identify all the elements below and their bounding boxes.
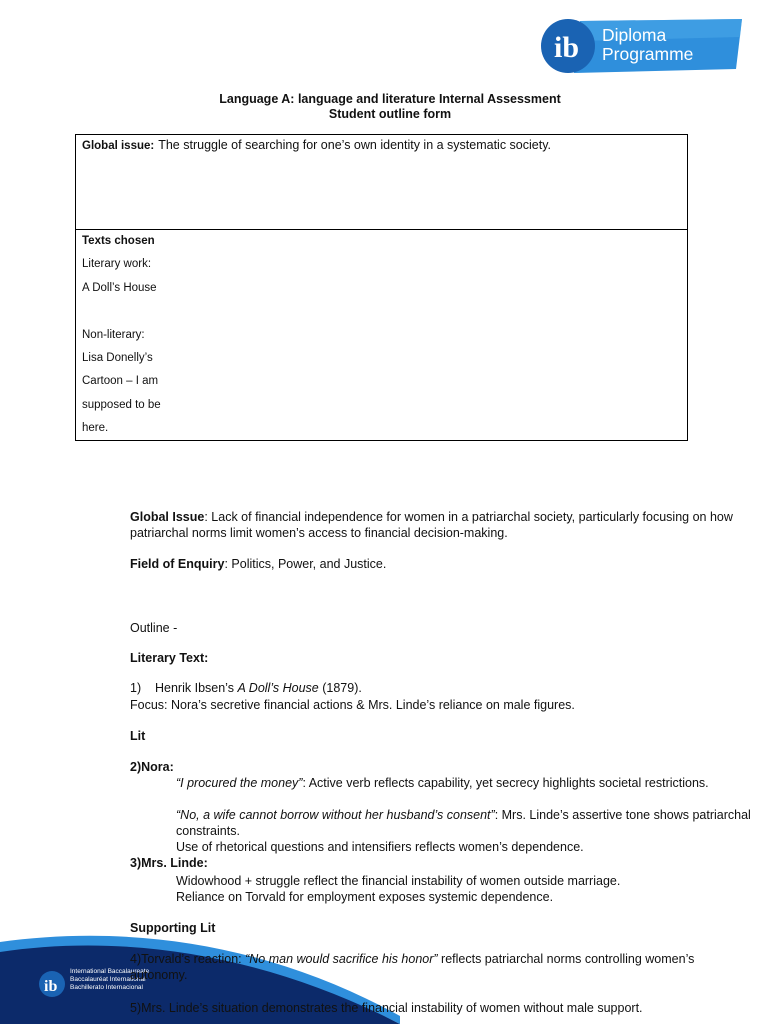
footer-line-3: Bachillerato Internacional <box>70 984 143 991</box>
texts-line: Cartoon – I am <box>82 375 159 388</box>
texts-line: Literary work: <box>82 258 152 271</box>
lit-heading: Lit <box>130 729 146 743</box>
footer-line-2: Baccalauréat International <box>70 976 146 983</box>
nora-point-1-text: : Active verb reflects capability, yet secrecy highlights societal restrictions. <box>302 776 709 790</box>
item-1-title: A Doll’s House <box>237 681 319 695</box>
global-issue-label: Global issue: <box>82 140 155 152</box>
global-issue-heading: Global Issue <box>130 510 205 524</box>
texts-line: A Doll’s House <box>82 281 157 294</box>
nora-point-3: Use of rhetorical questions and intensifiers reflects women’s dependence. <box>176 840 584 854</box>
texts-chosen-cell <box>76 230 687 440</box>
logo-line1: Diploma <box>602 25 667 45</box>
focus-line: Focus: Nora’s secretive financial actions & Mrs. Linde’s reliance on male figures. <box>130 698 575 712</box>
outline-label: Outline - <box>130 621 178 635</box>
global-issue-value: The struggle of searching for one’s own identity in a systematic society. <box>158 138 552 152</box>
field-paragraph <box>130 556 750 572</box>
texts-line: supposed to be <box>82 398 161 411</box>
linde-point-1: Widowhood + struggle reflect the financial instability of women outside marriage. <box>176 874 621 888</box>
global-issue-text: : Lack of financial independence for women in a patriarchal society, particularly focusing on how patriarchal norms limit women’s access to financial decision-making. <box>130 510 733 540</box>
page-title: Language A: language and literature Internal Assessment <box>219 92 561 106</box>
item-4 <box>130 951 750 983</box>
item-1 <box>130 680 750 696</box>
item-5: 5)Mrs. Linde’s situation demonstrates the financial instability of women without male support. <box>130 1001 643 1015</box>
global-issue-paragraph <box>130 509 750 541</box>
global-issue-cell <box>76 135 687 230</box>
item-1-suffix: (1879). <box>318 681 362 695</box>
nora-point-2 <box>130 807 756 839</box>
texts-line: here. <box>82 422 109 435</box>
texts-line: Non-literary: <box>82 328 145 341</box>
nora-quote-1: “I procured the money” <box>176 776 303 790</box>
nora-quote-2: “No, a wife cannot borrow without her husband’s consent” <box>176 808 495 822</box>
svg-text:ib: ib <box>44 978 58 995</box>
literary-text-heading: Literary Text: <box>130 651 209 665</box>
nora-point-1 <box>130 775 756 791</box>
texts-line: Lisa Donelly’s <box>82 352 153 365</box>
linde-heading: 3)Mrs. Linde: <box>130 856 208 870</box>
field-heading: Field of Enquiry <box>130 557 225 571</box>
outline-form-table <box>75 134 688 441</box>
linde-point-2: Reliance on Torvald for employment exposes systemic dependence. <box>176 890 554 904</box>
texts-line <box>82 300 681 323</box>
logo-line2: Programme <box>602 44 694 64</box>
nora-point-2-text: : Mrs. Linde’s assertive tone shows patriarchal constraints. <box>176 808 751 838</box>
item-4-prefix: 4)Torvald’s reaction: <box>130 952 246 966</box>
svg-text:ib: ib <box>554 31 580 64</box>
item-4-quote: “No man would sacrifice his honor” <box>245 952 438 966</box>
texts-chosen-label: Texts chosen <box>82 235 155 247</box>
ib-diploma-logo <box>540 17 742 75</box>
page-subtitle: Student outline form <box>328 107 452 121</box>
nora-heading: 2)Nora: <box>130 760 174 774</box>
field-text: : Politics, Power, and Justice. <box>224 557 387 571</box>
item-4-suffix: reflects patriarchal norms controlling women’s autonomy. <box>130 952 695 982</box>
item-1-prefix: 1) Henrik Ibsen’s <box>130 681 238 695</box>
supporting-lit-heading: Supporting Lit <box>130 921 216 935</box>
footer-line-1: International Baccalaureate <box>70 968 150 975</box>
